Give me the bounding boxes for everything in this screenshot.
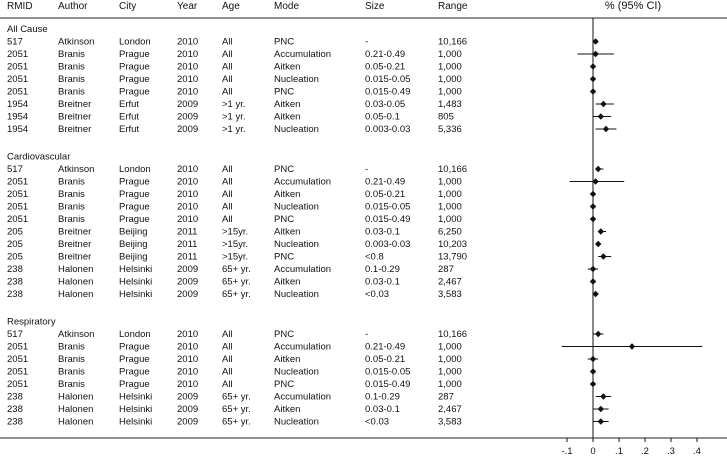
x-axis xyxy=(0,438,727,457)
cell-rmid: 238 xyxy=(7,416,23,428)
cell-size: 0.1-0.29 xyxy=(365,264,400,275)
cell-year: 2009 xyxy=(177,124,199,135)
table-row xyxy=(7,417,462,428)
cell-year: 2009 xyxy=(177,99,199,110)
cell-year: 2010 xyxy=(177,164,199,175)
cell-size: 0.21-0.49 xyxy=(365,49,406,60)
cell-mode: Nucleation xyxy=(274,416,319,428)
column-header-author: Author xyxy=(58,1,88,12)
cell-city: Prague xyxy=(119,74,150,85)
cell-mode: Aitken xyxy=(274,276,301,288)
table-row xyxy=(7,49,462,60)
cell-rmid: 238 xyxy=(7,276,23,288)
cell-age: 65+ yr. xyxy=(222,276,251,288)
cell-size: 0.015-0.05 xyxy=(365,366,411,378)
cell-range: 1,000 xyxy=(438,61,462,73)
table-row xyxy=(7,392,454,403)
cell-range: 13,790 xyxy=(438,251,468,263)
cell-author: Halonen xyxy=(58,276,94,288)
cell-year: 2009 xyxy=(177,416,199,428)
cell-size: 0.003-0.03 xyxy=(365,239,411,250)
cell-rmid: 205 xyxy=(7,251,23,263)
table-row xyxy=(7,189,462,200)
cell-size: 0.1-0.29 xyxy=(365,391,400,403)
point-estimate xyxy=(598,113,604,119)
cell-rmid: 1954 xyxy=(7,99,29,110)
cell-mode: PNC xyxy=(274,214,295,225)
cell-rmid: 205 xyxy=(7,239,23,250)
cell-city: Beijing xyxy=(119,239,148,250)
cell-rmid: 2051 xyxy=(7,176,29,188)
cell-city: Erfut xyxy=(119,99,140,110)
cell-author: Branis xyxy=(58,366,85,378)
cell-city: Prague xyxy=(119,176,150,188)
cell-mode: Aitken xyxy=(274,354,301,365)
cell-size: 0.05-0.21 xyxy=(365,61,406,73)
cell-year: 2009 xyxy=(177,391,199,403)
cell-age: >15yr. xyxy=(222,226,249,238)
cell-age: All xyxy=(222,176,233,188)
cell-size: 0.015-0.49 xyxy=(365,214,411,225)
cell-author: Branis xyxy=(58,61,85,73)
cell-rmid: 2051 xyxy=(7,189,29,200)
cell-mode: Aitken xyxy=(274,111,301,123)
cell-range: 10,203 xyxy=(438,239,468,250)
cell-range: 3,583 xyxy=(438,416,462,428)
cell-year: 2010 xyxy=(177,341,199,353)
cell-author: Halonen xyxy=(58,404,94,415)
cell-author: Branis xyxy=(58,379,85,390)
column-header-rmid: RMID xyxy=(7,1,33,12)
cell-size: - xyxy=(365,164,369,175)
table-row xyxy=(7,367,462,378)
point-estimate xyxy=(598,406,604,412)
cell-mode: PNC xyxy=(274,86,295,98)
cell-mode: Aitken xyxy=(274,61,301,73)
x-tick-label: .2 xyxy=(641,446,649,457)
cell-city: Prague xyxy=(119,201,150,213)
cell-city: Helsinki xyxy=(119,264,153,275)
cell-mode: Accumulation xyxy=(274,49,332,60)
cell-mode: Nucleation xyxy=(274,289,319,300)
table-row xyxy=(7,112,454,123)
cell-age: 65+ yr. xyxy=(222,404,251,415)
cell-city: Helsinki xyxy=(119,276,153,288)
cell-rmid: 2051 xyxy=(7,354,29,365)
cell-year: 2011 xyxy=(177,251,198,263)
table-row xyxy=(7,87,462,98)
point-estimate xyxy=(603,126,609,132)
cell-year: 2010 xyxy=(177,201,199,213)
cell-year: 2010 xyxy=(177,379,199,390)
point-estimate xyxy=(595,166,601,172)
point-estimate xyxy=(629,343,635,349)
cell-age: >1 yr. xyxy=(222,99,246,110)
cell-range: 6,250 xyxy=(438,226,462,238)
table-row xyxy=(7,37,467,48)
cell-size: 0.05-0.21 xyxy=(365,189,406,200)
cell-year: 2009 xyxy=(177,276,199,288)
cell-size: <0.8 xyxy=(365,251,384,263)
cell-year: 2010 xyxy=(177,49,199,60)
x-axis-title: % (95% CI) xyxy=(604,0,662,12)
cell-size: <0.03 xyxy=(365,289,390,300)
cell-year: 2011 xyxy=(177,226,198,238)
column-header-city: City xyxy=(119,1,137,12)
cell-range: 287 xyxy=(438,264,454,275)
study-table xyxy=(7,24,467,428)
cell-size: 0.05-0.21 xyxy=(365,354,406,365)
cell-author: Halonen xyxy=(58,289,94,300)
cell-author: Branis xyxy=(58,176,85,188)
cell-author: Atkinson xyxy=(58,164,95,175)
cell-author: Atkinson xyxy=(58,36,95,48)
cell-year: 2009 xyxy=(177,264,199,275)
cell-year: 2009 xyxy=(177,404,199,415)
cell-rmid: 2051 xyxy=(7,61,29,73)
cell-city: London xyxy=(119,329,151,340)
table-row xyxy=(7,252,467,263)
cell-city: Beijing xyxy=(119,226,148,238)
cell-year: 2010 xyxy=(177,61,199,73)
cell-rmid: 2051 xyxy=(7,201,29,213)
cell-author: Breitner xyxy=(58,251,92,263)
cell-mode: Accumulation xyxy=(274,264,332,275)
column-header-age: Age xyxy=(222,1,240,12)
cell-age: >1 yr. xyxy=(222,124,246,135)
cell-age: All xyxy=(222,214,233,225)
cell-mode: PNC xyxy=(274,36,295,48)
table-row xyxy=(7,62,462,73)
table-row xyxy=(7,404,462,415)
cell-age: All xyxy=(222,49,233,60)
table-row xyxy=(7,99,462,110)
table-row xyxy=(7,342,462,353)
cell-mode: Accumulation xyxy=(274,391,332,403)
cell-author: Branis xyxy=(58,214,85,225)
table-row xyxy=(7,379,462,390)
cell-range: 1,000 xyxy=(438,214,462,225)
cell-city: London xyxy=(119,36,151,48)
x-tick-label: .3 xyxy=(667,446,675,457)
cell-author: Breitner xyxy=(58,111,92,123)
cell-author: Halonen xyxy=(58,264,94,275)
cell-city: Helsinki xyxy=(119,404,153,415)
cell-size: - xyxy=(365,36,369,48)
cell-range: 1,000 xyxy=(438,366,462,378)
cell-size: 0.21-0.49 xyxy=(365,176,406,188)
cell-age: 65+ yr. xyxy=(222,264,251,275)
cell-range: 1,000 xyxy=(438,201,462,213)
cell-mode: PNC xyxy=(274,379,295,390)
cell-age: >15yr. xyxy=(222,251,249,263)
cell-range: 1,000 xyxy=(438,379,462,390)
plot-area xyxy=(562,18,702,438)
point-estimate xyxy=(600,253,606,259)
cell-age: >15yr. xyxy=(222,239,249,250)
cell-author: Breitner xyxy=(58,99,92,110)
cell-author: Halonen xyxy=(58,391,94,403)
cell-author: Halonen xyxy=(58,416,94,428)
cell-age: 65+ yr. xyxy=(222,289,251,300)
cell-mode: PNC xyxy=(274,164,295,175)
column-header-range: Range xyxy=(438,1,468,12)
cell-age: All xyxy=(222,366,233,378)
cell-size: 0.015-0.05 xyxy=(365,74,411,85)
cell-size: 0.015-0.49 xyxy=(365,86,411,98)
cell-year: 2010 xyxy=(177,86,199,98)
cell-size: 0.03-0.1 xyxy=(365,276,400,288)
cell-city: Prague xyxy=(119,86,150,98)
cell-author: Breitner xyxy=(58,239,92,250)
cell-size: 0.015-0.05 xyxy=(365,201,411,213)
cell-rmid: 517 xyxy=(7,164,23,175)
cell-year: 2010 xyxy=(177,354,199,365)
table-row xyxy=(7,354,462,365)
cell-author: Branis xyxy=(58,189,85,200)
cell-mode: Accumulation xyxy=(274,341,332,353)
table-row xyxy=(7,74,462,85)
point-estimate xyxy=(600,101,606,107)
cell-range: 1,000 xyxy=(438,189,462,200)
cell-age: >1 yr. xyxy=(222,111,246,123)
table-row xyxy=(7,164,467,175)
cell-mode: Nucleation xyxy=(274,201,319,213)
cell-range: 10,166 xyxy=(438,329,468,340)
column-header-mode: Mode xyxy=(274,1,300,12)
cell-range: 1,483 xyxy=(438,99,462,110)
cell-city: Prague xyxy=(119,366,150,378)
cell-mode: PNC xyxy=(274,251,295,263)
cell-mode: Aitken xyxy=(274,99,301,110)
column-header-year: Year xyxy=(177,1,198,12)
cell-range: 2,467 xyxy=(438,276,462,288)
cell-mode: Accumulation xyxy=(274,176,332,188)
group-title: Respiratory xyxy=(7,316,56,328)
cell-age: All xyxy=(222,164,233,175)
cell-range: 2,467 xyxy=(438,404,462,415)
cell-range: 1,000 xyxy=(438,74,462,85)
cell-year: 2011 xyxy=(177,239,198,250)
table-row xyxy=(7,277,462,288)
cell-mode: Nucleation xyxy=(274,239,319,250)
cell-year: 2010 xyxy=(177,214,199,225)
cell-city: Erfut xyxy=(119,124,140,135)
cell-range: 1,000 xyxy=(438,176,462,188)
cell-rmid: 2051 xyxy=(7,379,29,390)
cell-range: 1,000 xyxy=(438,49,462,60)
cell-age: All xyxy=(222,201,233,213)
table-row xyxy=(7,239,467,250)
cell-size: 0.21-0.49 xyxy=(365,341,406,353)
table-row xyxy=(7,202,462,213)
cell-size: 0.03-0.05 xyxy=(365,99,406,110)
cell-author: Branis xyxy=(58,74,85,85)
cell-city: Erfut xyxy=(119,111,140,123)
cell-size: 0.05-0.1 xyxy=(365,111,400,123)
cell-author: Branis xyxy=(58,201,85,213)
cell-rmid: 517 xyxy=(7,36,23,48)
cell-author: Breitner xyxy=(58,124,92,135)
cell-range: 1,000 xyxy=(438,86,462,98)
group-title: Cardiovascular xyxy=(7,151,71,163)
table-header xyxy=(0,0,727,18)
cell-size: <0.03 xyxy=(365,416,390,428)
cell-city: Helsinki xyxy=(119,289,153,300)
x-tick-label: .4 xyxy=(693,446,701,457)
point-estimate xyxy=(598,418,604,424)
group-title: All Cause xyxy=(7,24,48,35)
cell-age: All xyxy=(222,61,233,73)
cell-year: 2010 xyxy=(177,74,199,85)
table-row xyxy=(7,329,467,340)
cell-rmid: 1954 xyxy=(7,111,29,123)
cell-mode: PNC xyxy=(274,329,295,340)
cell-range: 3,583 xyxy=(438,289,462,300)
cell-city: Prague xyxy=(119,341,150,353)
cell-city: Prague xyxy=(119,379,150,390)
column-header-size: Size xyxy=(365,1,385,12)
cell-mode: Nucleation xyxy=(274,124,319,135)
x-tick-label: 0 xyxy=(590,446,596,457)
point-estimate xyxy=(598,228,604,234)
cell-rmid: 238 xyxy=(7,264,23,275)
cell-author: Branis xyxy=(58,354,85,365)
cell-age: 65+ yr. xyxy=(222,416,251,428)
table-row xyxy=(7,264,454,275)
cell-range: 1,000 xyxy=(438,354,462,365)
cell-size: 0.03-0.1 xyxy=(365,404,400,415)
table-row xyxy=(7,124,462,135)
cell-rmid: 2051 xyxy=(7,214,29,225)
cell-range: 1,000 xyxy=(438,341,462,353)
cell-city: Prague xyxy=(119,189,150,200)
cell-city: Prague xyxy=(119,61,150,73)
x-tick-label: .1 xyxy=(615,446,623,457)
cell-year: 2010 xyxy=(177,366,199,378)
x-tick-label: -.1 xyxy=(561,446,573,457)
cell-city: Prague xyxy=(119,354,150,365)
cell-rmid: 238 xyxy=(7,289,23,300)
table-row xyxy=(7,289,462,300)
cell-city: Prague xyxy=(119,49,150,60)
cell-age: All xyxy=(222,341,233,353)
cell-age: All xyxy=(222,74,233,85)
point-estimate xyxy=(595,241,601,247)
table-row xyxy=(7,177,462,188)
cell-rmid: 2051 xyxy=(7,86,29,98)
cell-range: 805 xyxy=(438,111,454,123)
point-estimate xyxy=(600,393,606,399)
cell-range: 5,336 xyxy=(438,124,462,135)
cell-year: 2009 xyxy=(177,289,199,300)
cell-author: Branis xyxy=(58,341,85,353)
cell-city: Prague xyxy=(119,214,150,225)
cell-age: All xyxy=(222,379,233,390)
cell-rmid: 2051 xyxy=(7,341,29,353)
table-row xyxy=(7,214,462,225)
cell-rmid: 2051 xyxy=(7,74,29,85)
cell-year: 2010 xyxy=(177,189,199,200)
cell-rmid: 2051 xyxy=(7,49,29,60)
cell-city: Helsinki xyxy=(119,416,153,428)
cell-year: 2010 xyxy=(177,176,199,188)
cell-city: Beijing xyxy=(119,251,148,263)
cell-size: - xyxy=(365,329,369,340)
cell-age: All xyxy=(222,329,233,340)
cell-city: London xyxy=(119,164,151,175)
cell-rmid: 2051 xyxy=(7,366,29,378)
cell-author: Atkinson xyxy=(58,329,95,340)
cell-mode: Aitken xyxy=(274,189,301,200)
cell-author: Branis xyxy=(58,49,85,60)
cell-age: 65+ yr. xyxy=(222,391,251,403)
cell-rmid: 238 xyxy=(7,391,23,403)
cell-size: 0.03-0.1 xyxy=(365,226,400,238)
cell-author: Branis xyxy=(58,86,85,98)
cell-age: All xyxy=(222,86,233,98)
cell-age: All xyxy=(222,189,233,200)
cell-author: Breitner xyxy=(58,226,92,238)
cell-range: 10,166 xyxy=(438,164,468,175)
cell-size: 0.015-0.49 xyxy=(365,379,411,390)
cell-age: All xyxy=(222,354,233,365)
cell-age: All xyxy=(222,36,233,48)
cell-rmid: 238 xyxy=(7,404,23,415)
cell-rmid: 517 xyxy=(7,329,23,340)
cell-city: Helsinki xyxy=(119,391,153,403)
cell-mode: Aitken xyxy=(274,226,301,238)
cell-mode: Nucleation xyxy=(274,366,319,378)
cell-year: 2010 xyxy=(177,36,199,48)
cell-rmid: 205 xyxy=(7,226,23,238)
cell-mode: Nucleation xyxy=(274,74,319,85)
point-estimate xyxy=(595,331,601,337)
cell-year: 2010 xyxy=(177,329,199,340)
cell-year: 2009 xyxy=(177,111,199,123)
table-row xyxy=(7,227,462,238)
cell-size: 0.003-0.03 xyxy=(365,124,411,135)
cell-rmid: 1954 xyxy=(7,124,29,135)
cell-range: 287 xyxy=(438,391,454,403)
cell-range: 10,166 xyxy=(438,36,468,48)
cell-mode: Aitken xyxy=(274,404,301,415)
